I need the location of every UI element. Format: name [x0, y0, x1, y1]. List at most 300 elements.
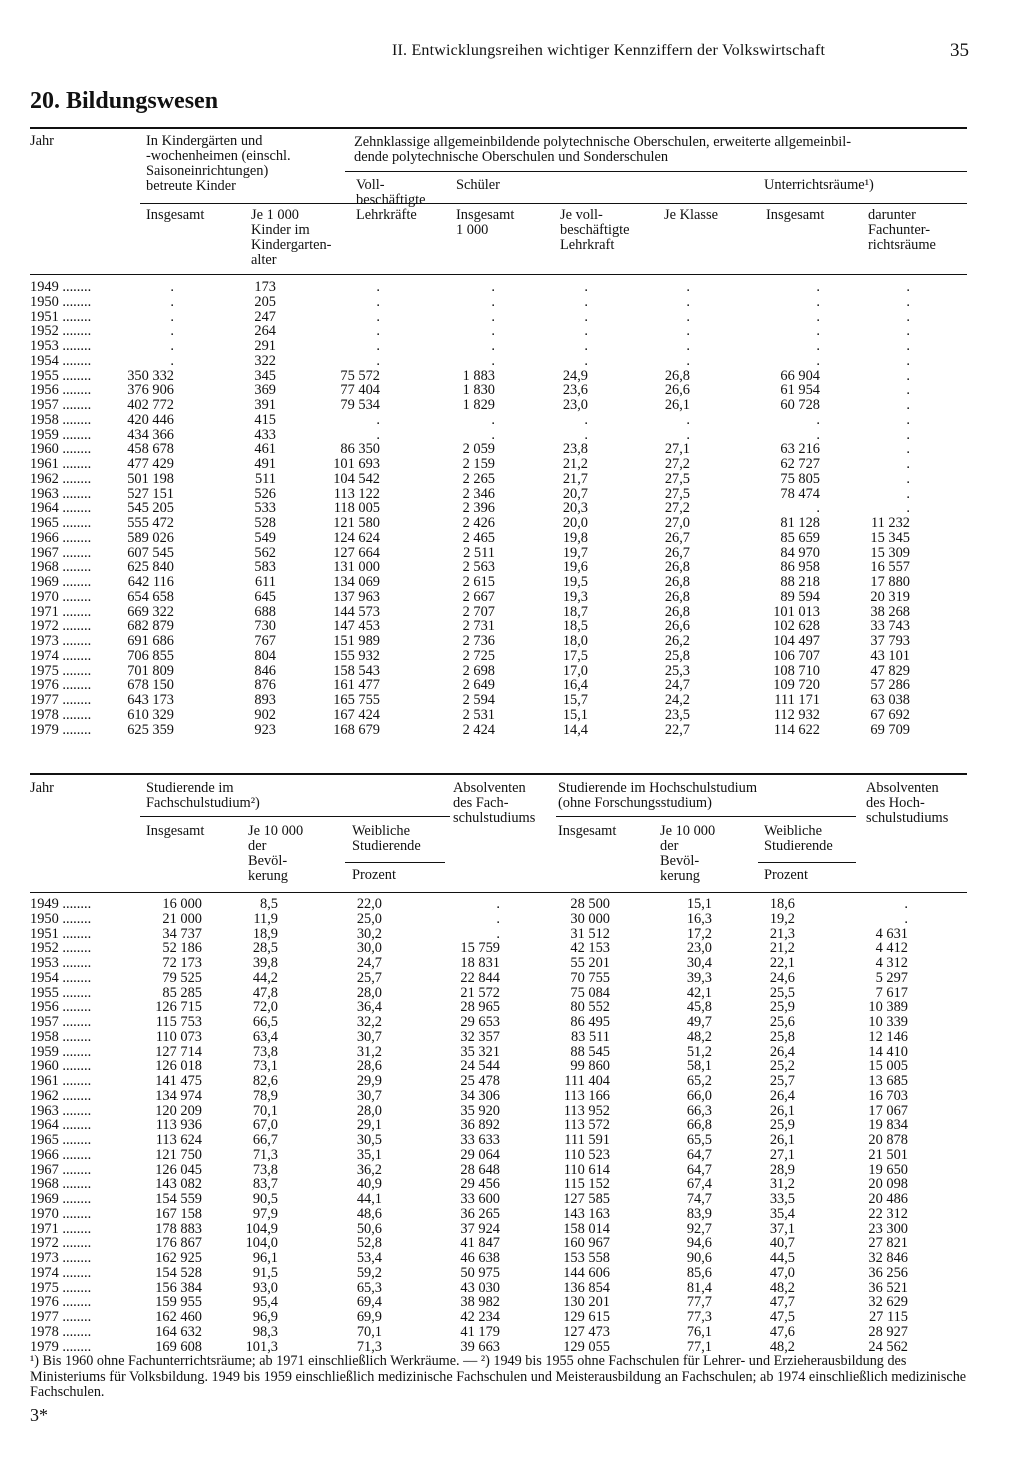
- value-cell: .: [376, 293, 380, 310]
- value-cell: 27,2: [664, 456, 690, 472]
- value-cell: .: [816, 426, 820, 443]
- year-cell: 1969 ........: [30, 574, 92, 590]
- value-cell: .: [816, 279, 820, 295]
- value-cell: 24 562: [868, 1338, 908, 1355]
- value-cell: 27,1: [664, 441, 690, 458]
- year-cell: 1973 ........: [30, 633, 92, 649]
- value-cell: 16,4: [562, 677, 588, 694]
- value-cell: 48,6: [356, 1205, 382, 1222]
- value-cell: 25,9: [769, 1117, 795, 1134]
- value-cell: 144 606: [563, 1264, 610, 1281]
- table-row: [30, 1163, 967, 1178]
- value-cell: 89 594: [780, 588, 820, 605]
- section-title: 20. Bildungswesen: [30, 88, 219, 114]
- table-row: [30, 413, 967, 428]
- value-cell: 10 339: [868, 1014, 908, 1030]
- value-cell: 369: [254, 382, 276, 399]
- value-cell: 688: [254, 603, 276, 620]
- value-cell: 21 000: [162, 910, 202, 927]
- value-cell: .: [491, 352, 495, 369]
- value-cell: 19,5: [562, 574, 588, 590]
- t1-header-pupils-total: Insgesamt 1 000: [456, 207, 515, 238]
- value-cell: 124 624: [333, 529, 380, 546]
- value-cell: .: [906, 323, 910, 340]
- table-row: [30, 986, 967, 1001]
- value-cell: .: [376, 352, 380, 369]
- year-cell: 1975 ........: [30, 662, 92, 679]
- t1-header-kindergarten-total: Insgesamt: [146, 207, 205, 223]
- value-cell: 85,6: [686, 1264, 712, 1281]
- value-cell: 30,0: [356, 940, 382, 957]
- value-cell: 2 465: [462, 529, 495, 546]
- value-cell: 13 685: [868, 1073, 908, 1089]
- value-cell: .: [906, 485, 910, 502]
- value-cell: 33 633: [460, 1132, 500, 1148]
- value-cell: 104,0: [245, 1235, 278, 1252]
- value-cell: 17 880: [870, 574, 910, 590]
- value-cell: 21,3: [769, 925, 795, 942]
- value-cell: 52 186: [162, 940, 202, 957]
- year-cell: 1977 ........: [30, 692, 92, 708]
- value-cell: 24,6: [769, 969, 795, 986]
- value-cell: .: [906, 367, 910, 384]
- value-cell: 767: [254, 633, 276, 649]
- t2-header-hochschule-per-10000: Je 10 000 der Bevöl- kerung: [660, 823, 716, 884]
- value-cell: 37 924: [460, 1220, 500, 1237]
- value-cell: 86 958: [780, 559, 820, 576]
- value-cell: 72,0: [252, 999, 278, 1016]
- table-row: [30, 428, 967, 443]
- value-cell: 47,8: [252, 984, 278, 1001]
- value-cell: 2 725: [462, 647, 495, 664]
- year-cell: 1965 ........: [30, 1132, 92, 1148]
- value-cell: 18,6: [769, 896, 795, 912]
- value-cell: 66,8: [686, 1117, 712, 1134]
- value-cell: .: [686, 308, 690, 325]
- t1-header-schools-group: Zehnklassige allgemeinbildende polytechnische Oberschulen, erweiterte allgemeinbil- dende polytechnische Oberschulen und Sonderschulen: [354, 134, 852, 165]
- value-cell: 15 309: [870, 544, 910, 561]
- table-1-header-bottom-rule: [30, 274, 967, 275]
- value-cell: 511: [254, 470, 276, 487]
- value-cell: 20 486: [868, 1191, 908, 1207]
- value-cell: .: [816, 308, 820, 325]
- year-cell: 1976 ........: [30, 1294, 92, 1311]
- value-cell: 589 026: [127, 529, 174, 546]
- value-cell: 26,2: [664, 633, 690, 649]
- year-cell: 1950 ........: [30, 293, 92, 310]
- value-cell: 71,3: [252, 1146, 278, 1163]
- table-row: [30, 941, 967, 956]
- value-cell: 322: [254, 352, 276, 369]
- value-cell: 26,4: [769, 1043, 795, 1060]
- value-cell: 562: [254, 544, 276, 561]
- value-cell: 84 970: [780, 544, 820, 561]
- value-cell: 118 005: [333, 500, 380, 517]
- value-cell: .: [170, 338, 174, 354]
- value-cell: .: [906, 426, 910, 443]
- year-cell: 1955 ........: [30, 984, 92, 1001]
- value-cell: 64,7: [686, 1161, 712, 1178]
- value-cell: 247: [254, 308, 276, 325]
- value-cell: 17,5: [562, 647, 588, 664]
- year-cell: 1955 ........: [30, 367, 92, 384]
- value-cell: .: [686, 352, 690, 369]
- value-cell: 63,4: [252, 1028, 278, 1045]
- year-cell: 1969 ........: [30, 1191, 92, 1207]
- value-cell: 161 477: [333, 677, 380, 694]
- value-cell: 4 631: [875, 925, 908, 942]
- value-cell: 23,6: [562, 382, 588, 399]
- value-cell: .: [584, 426, 588, 443]
- value-cell: 38 268: [870, 603, 910, 620]
- value-cell: 1 883: [462, 367, 495, 384]
- table-row: [30, 634, 967, 649]
- year-cell: 1953 ........: [30, 338, 92, 354]
- year-cell: 1956 ........: [30, 999, 92, 1016]
- t2-header-hochschule-total: Insgesamt: [558, 823, 617, 839]
- value-cell: 98,3: [252, 1323, 278, 1340]
- year-cell: 1952 ........: [30, 323, 92, 340]
- value-cell: 141 475: [155, 1073, 202, 1089]
- value-cell: .: [170, 323, 174, 340]
- value-cell: 11,9: [253, 910, 278, 927]
- value-cell: 162 925: [155, 1250, 202, 1266]
- value-cell: .: [906, 352, 910, 369]
- year-cell: 1963 ........: [30, 485, 92, 502]
- t2-header-hochschule-graduates: Absolventen des Hoch- schulstudiums: [866, 780, 949, 826]
- value-cell: 15 345: [870, 529, 910, 546]
- value-cell: 35 321: [460, 1043, 500, 1060]
- value-cell: 923: [254, 721, 276, 738]
- value-cell: .: [376, 411, 380, 428]
- value-cell: 75 805: [780, 470, 820, 487]
- value-cell: 110 614: [563, 1161, 610, 1178]
- table-row: [30, 575, 967, 590]
- value-cell: 25,8: [769, 1028, 795, 1045]
- value-cell: 17,2: [686, 925, 712, 942]
- value-cell: .: [491, 323, 495, 340]
- year-cell: 1972 ........: [30, 1235, 92, 1252]
- table-row: [30, 605, 967, 620]
- value-cell: 15,1: [686, 896, 712, 912]
- table-row: [30, 678, 967, 693]
- value-cell: 94,6: [686, 1235, 712, 1252]
- value-cell: 669 322: [127, 603, 174, 620]
- year-cell: 1967 ........: [30, 1161, 92, 1178]
- value-cell: 111 591: [564, 1132, 610, 1148]
- value-cell: 16 000: [162, 896, 202, 912]
- year-cell: 1953 ........: [30, 955, 92, 971]
- value-cell: 127 585: [563, 1191, 610, 1207]
- value-cell: 22,0: [356, 896, 382, 912]
- t1-header-jahr: Jahr: [30, 133, 54, 149]
- value-cell: 31,2: [356, 1043, 382, 1060]
- value-cell: 625 359: [127, 721, 174, 738]
- year-cell: 1974 ........: [30, 1264, 92, 1281]
- t2-header-hochschule-female: Weibliche Studierende: [764, 823, 833, 854]
- value-cell: 2 396: [462, 500, 495, 517]
- value-cell: 32 629: [868, 1294, 908, 1311]
- value-cell: .: [686, 323, 690, 340]
- value-cell: .: [906, 456, 910, 472]
- value-cell: 158 014: [563, 1220, 610, 1237]
- value-cell: 21 501: [868, 1146, 908, 1163]
- value-cell: 130 201: [563, 1294, 610, 1311]
- value-cell: 27 115: [868, 1309, 908, 1325]
- t2-header-fachschule-total: Insgesamt: [146, 823, 205, 839]
- value-cell: 2 059: [462, 441, 495, 458]
- table-row: [30, 295, 967, 310]
- value-cell: 625 840: [127, 559, 174, 576]
- value-cell: 136 854: [563, 1279, 610, 1296]
- value-cell: 70,1: [356, 1323, 382, 1340]
- year-cell: 1964 ........: [30, 1117, 92, 1134]
- value-cell: 28,5: [252, 940, 278, 957]
- value-cell: 156 384: [155, 1279, 202, 1296]
- value-cell: .: [491, 308, 495, 325]
- value-cell: 164 632: [155, 1323, 202, 1340]
- value-cell: 527 151: [127, 485, 174, 502]
- value-cell: 76,1: [686, 1323, 712, 1340]
- value-cell: .: [491, 338, 495, 354]
- value-cell: 77,7: [686, 1294, 712, 1311]
- value-cell: 35 920: [460, 1102, 500, 1119]
- value-cell: 126 715: [155, 999, 202, 1016]
- year-cell: 1960 ........: [30, 441, 92, 458]
- value-cell: .: [170, 352, 174, 369]
- value-cell: 79 534: [340, 397, 380, 413]
- value-cell: 19,6: [562, 559, 588, 576]
- value-cell: 159 955: [155, 1294, 202, 1311]
- value-cell: 39 663: [460, 1338, 500, 1355]
- value-cell: 70 755: [570, 969, 610, 986]
- table-2-rule-hs-prozent: [758, 862, 856, 863]
- table-row: [30, 1281, 967, 1296]
- table-row: [30, 487, 967, 502]
- value-cell: 81 128: [780, 515, 820, 531]
- value-cell: .: [686, 338, 690, 354]
- value-cell: 29 064: [460, 1146, 500, 1163]
- value-cell: 90,6: [686, 1250, 712, 1266]
- value-cell: 67,0: [252, 1117, 278, 1134]
- value-cell: 26,6: [664, 382, 690, 399]
- table-row: [30, 590, 967, 605]
- table-row: [30, 1045, 967, 1060]
- value-cell: 106 707: [773, 647, 820, 664]
- value-cell: 610 329: [127, 706, 174, 723]
- value-cell: 97,9: [252, 1205, 278, 1222]
- value-cell: 112 932: [773, 706, 820, 723]
- value-cell: .: [496, 925, 500, 942]
- value-cell: 36 892: [460, 1117, 500, 1134]
- value-cell: 74,7: [686, 1191, 712, 1207]
- value-cell: 65,2: [686, 1073, 712, 1089]
- table-row: [30, 708, 967, 723]
- value-cell: 162 460: [155, 1309, 202, 1325]
- value-cell: 44,5: [769, 1250, 795, 1266]
- value-cell: .: [686, 279, 690, 295]
- value-cell: 902: [254, 706, 276, 723]
- value-cell: 20 319: [870, 588, 910, 605]
- value-cell: 88 545: [570, 1043, 610, 1060]
- value-cell: 29 653: [460, 1014, 500, 1030]
- value-cell: 25,7: [356, 969, 382, 986]
- value-cell: 205: [254, 293, 276, 310]
- value-cell: 28,9: [769, 1161, 795, 1178]
- value-cell: 583: [254, 559, 276, 576]
- value-cell: .: [491, 411, 495, 428]
- value-cell: 19 834: [868, 1117, 908, 1134]
- table-row: [30, 1251, 967, 1266]
- value-cell: 93,0: [252, 1279, 278, 1296]
- year-cell: 1964 ........: [30, 500, 92, 517]
- table-row: [30, 1133, 967, 1148]
- value-cell: 477 429: [127, 456, 174, 472]
- value-cell: 43 030: [460, 1279, 500, 1296]
- value-cell: .: [906, 382, 910, 399]
- value-cell: 154 559: [155, 1191, 202, 1207]
- value-cell: 706 855: [127, 647, 174, 664]
- t2-header-hochschule-female-unit: Prozent: [764, 867, 808, 883]
- value-cell: 85 285: [162, 984, 202, 1001]
- year-cell: 1957 ........: [30, 1014, 92, 1030]
- value-cell: 350 332: [127, 367, 174, 384]
- value-cell: 2 159: [462, 456, 495, 472]
- value-cell: 113 952: [563, 1102, 610, 1119]
- value-cell: 75 572: [340, 367, 380, 384]
- year-cell: 1965 ........: [30, 515, 92, 531]
- value-cell: 65,5: [686, 1132, 712, 1148]
- value-cell: 17 067: [868, 1102, 908, 1119]
- value-cell: .: [816, 411, 820, 428]
- value-cell: 95,4: [252, 1294, 278, 1311]
- value-cell: 47 829: [870, 662, 910, 679]
- table-row: [30, 531, 967, 546]
- value-cell: 291: [254, 338, 276, 354]
- value-cell: 104 542: [333, 470, 380, 487]
- table-row: [30, 1266, 967, 1281]
- table-row: [30, 897, 967, 912]
- value-cell: 50 975: [460, 1264, 500, 1281]
- value-cell: 345: [254, 367, 276, 384]
- value-cell: 108 710: [773, 662, 820, 679]
- value-cell: 491: [254, 456, 276, 472]
- value-cell: 27,5: [664, 470, 690, 487]
- value-cell: 72 173: [162, 955, 202, 971]
- value-cell: .: [584, 338, 588, 354]
- value-cell: 129 055: [563, 1338, 610, 1355]
- value-cell: 23,5: [664, 706, 690, 723]
- year-cell: 1958 ........: [30, 1028, 92, 1045]
- value-cell: 415: [254, 411, 276, 428]
- value-cell: 545 205: [127, 500, 174, 517]
- value-cell: 30,7: [356, 1028, 382, 1045]
- value-cell: 526: [254, 485, 276, 502]
- value-cell: 846: [254, 662, 276, 679]
- year-cell: 1949 ........: [30, 279, 92, 295]
- value-cell: 2 265: [462, 470, 495, 487]
- value-cell: 64,7: [686, 1146, 712, 1163]
- value-cell: 645: [254, 588, 276, 605]
- value-cell: 654 658: [127, 588, 174, 605]
- value-cell: 16,3: [686, 910, 712, 927]
- year-cell: 1959 ........: [30, 426, 92, 443]
- year-cell: 1974 ........: [30, 647, 92, 664]
- value-cell: 27 821: [868, 1235, 908, 1252]
- value-cell: 4 312: [875, 955, 908, 971]
- year-cell: 1970 ........: [30, 588, 92, 605]
- value-cell: 2 594: [462, 692, 495, 708]
- value-cell: 11 232: [870, 515, 910, 531]
- value-cell: 36,2: [356, 1161, 382, 1178]
- value-cell: 104,9: [245, 1220, 278, 1237]
- table-1-top-rule: [30, 127, 967, 129]
- value-cell: 23,0: [562, 397, 588, 413]
- value-cell: 120 209: [155, 1102, 202, 1119]
- value-cell: 38 982: [460, 1294, 500, 1311]
- value-cell: 2 698: [462, 662, 495, 679]
- value-cell: 88 218: [780, 574, 820, 590]
- value-cell: 40,9: [356, 1176, 382, 1193]
- value-cell: 66,0: [686, 1087, 712, 1104]
- value-cell: 44,2: [252, 969, 278, 986]
- value-cell: .: [686, 426, 690, 443]
- value-cell: 52,8: [356, 1235, 382, 1252]
- value-cell: 47,6: [769, 1323, 795, 1340]
- value-cell: 25,7: [769, 1073, 795, 1089]
- value-cell: 153 558: [563, 1250, 610, 1266]
- value-cell: 25,8: [664, 647, 690, 664]
- value-cell: 18 831: [460, 955, 500, 971]
- t1-header-rooms-total: Insgesamt: [766, 207, 825, 223]
- value-cell: 99 860: [570, 1058, 610, 1075]
- table-row: [30, 1295, 967, 1310]
- value-cell: 26,1: [769, 1102, 795, 1119]
- value-cell: 36 256: [868, 1264, 908, 1281]
- value-cell: 28 927: [868, 1323, 908, 1340]
- value-cell: 15,7: [562, 692, 588, 708]
- value-cell: 143 082: [155, 1176, 202, 1193]
- value-cell: 21,2: [562, 456, 588, 472]
- value-cell: 80 552: [570, 999, 610, 1016]
- value-cell: 876: [254, 677, 276, 694]
- value-cell: 109 720: [773, 677, 820, 694]
- table-row: [30, 664, 967, 679]
- value-cell: .: [496, 896, 500, 912]
- footnotes: ¹) Bis 1960 ohne Fachunterrichtsräume; ab 1971 einschließlich Werkräume. — ²) 1949 bis 1955 ohne Fachschulen für Lehrer- und Erzieherausbildung des Ministeriums für Volksbildung. 1949 bis 1959 einschließlich medizinische Fachschulen und Meisterausbildung an Fachschulen; ab 1974 einschließlich medizinische Fachschulen.: [30, 1353, 967, 1400]
- value-cell: 45,8: [686, 999, 712, 1016]
- value-cell: 144 573: [333, 603, 380, 620]
- year-cell: 1963 ........: [30, 1102, 92, 1119]
- value-cell: 127 664: [333, 544, 380, 561]
- value-cell: 27,1: [769, 1146, 795, 1163]
- value-cell: .: [906, 500, 910, 517]
- value-cell: 19,8: [562, 529, 588, 546]
- value-cell: 32,2: [356, 1014, 382, 1030]
- table-row: [30, 649, 967, 664]
- year-cell: 1956 ........: [30, 382, 92, 399]
- year-cell: 1966 ........: [30, 529, 92, 546]
- value-cell: 114 622: [773, 721, 820, 738]
- value-cell: 2 649: [462, 677, 495, 694]
- value-cell: 58,1: [686, 1058, 712, 1075]
- value-cell: 25,3: [664, 662, 690, 679]
- value-cell: .: [906, 308, 910, 325]
- t1-header-rooms-group: Unterrichtsräume¹): [764, 177, 874, 193]
- value-cell: 15 005: [868, 1058, 908, 1075]
- value-cell: 19 650: [868, 1161, 908, 1178]
- value-cell: 44,1: [356, 1191, 382, 1207]
